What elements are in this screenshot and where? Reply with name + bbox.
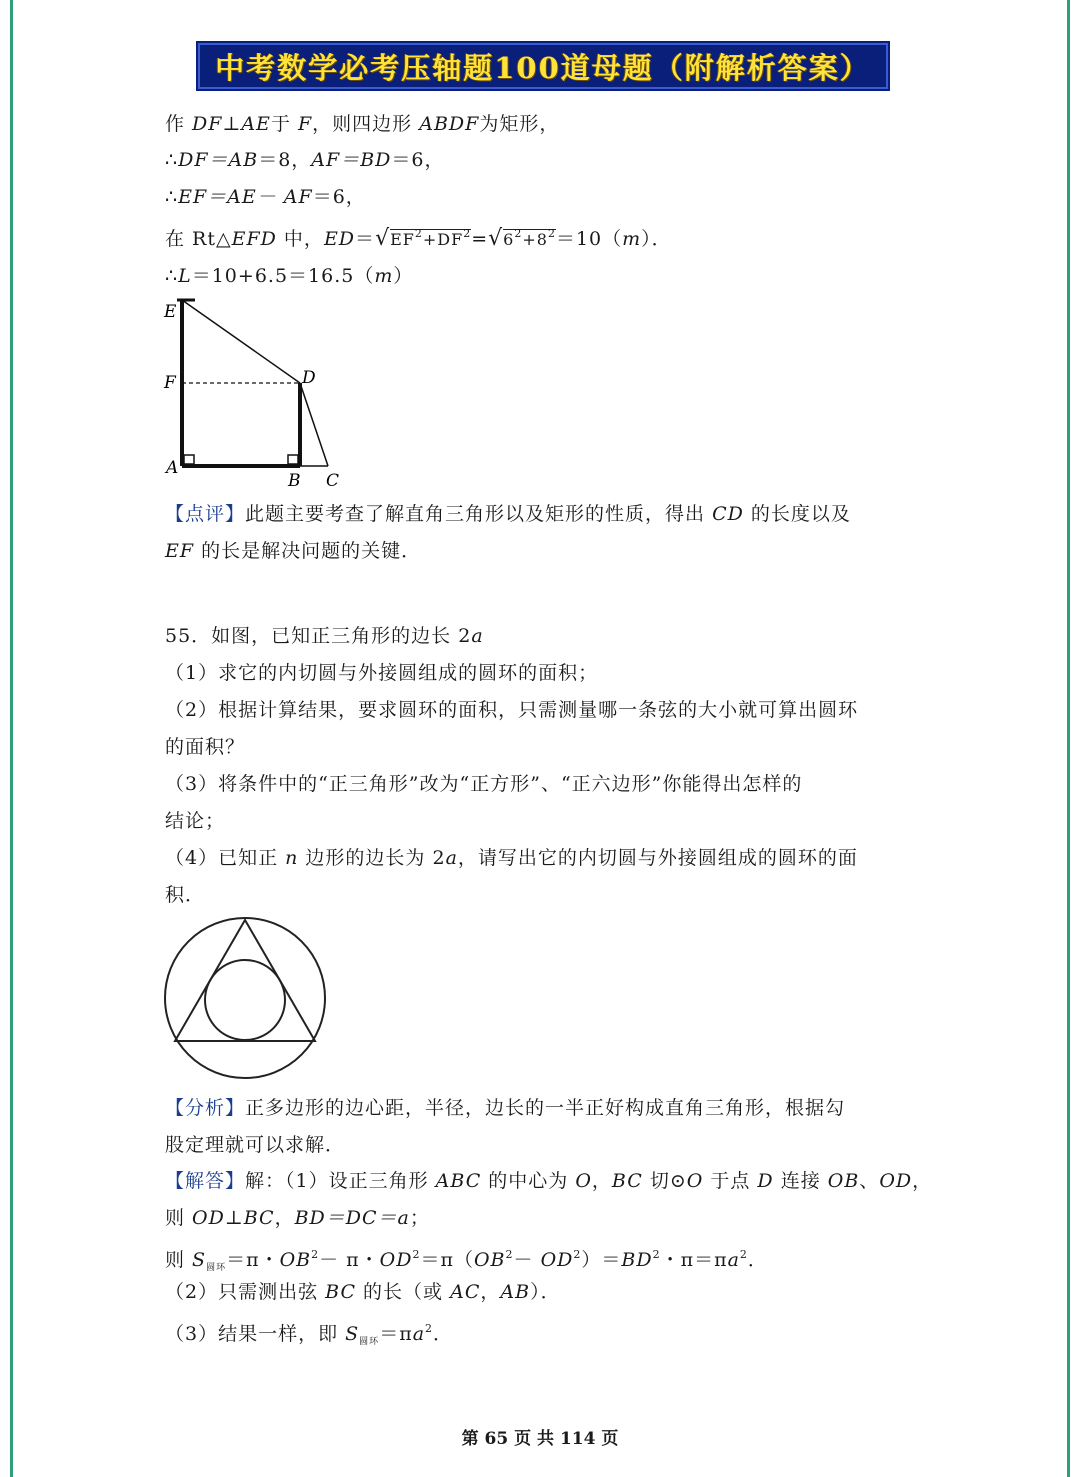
- page-border-left: [10, 0, 13, 1477]
- problem-55-part-4a: （4）已知正 n 边形的边长为 2a，请写出它的内切圆与外接圆组成的圆环的面: [165, 847, 858, 869]
- figure-rectangle-triangle: [160, 295, 360, 495]
- problem-55-part-2a: （2）根据计算结果，要求圆环的面积，只需测量哪一条弦的大小就可算出圆环: [165, 699, 859, 721]
- label-B: B: [288, 471, 301, 491]
- comment-line-2: EF 的长是解决问题的关键．: [165, 540, 422, 562]
- comment-tag: 【点评】: [165, 503, 246, 525]
- problem-55-part-4b: 积．: [165, 884, 206, 906]
- label-C: C: [326, 471, 340, 491]
- page-border-right: [1067, 0, 1070, 1477]
- problem-55-part-3a: （3）将条件中的“正三角形”改为“正方形”、“正六边形”你能得出怎样的: [165, 773, 803, 795]
- problem-55-statement: 55．如图，已知正三角形的边长 2a: [165, 625, 484, 647]
- analysis-tag: 【分析】: [165, 1097, 246, 1119]
- answer-line-1: 【解答】解：（1）设正三角形 ABC 的中心为 O，BC 切⊙O 于点 D 连接 OB、OD，: [165, 1170, 933, 1192]
- label-F: F: [164, 373, 176, 393]
- solution-line-1: 作 DF⊥AE于 F，则四边形 ABDF为矩形，: [165, 113, 560, 135]
- page-title: 中考数学必考压轴题100道母题（附解析答案）: [215, 50, 871, 85]
- answer-line-3: 则 $S_{圆环}=\pi$・$OB^2- \pi$・$OD^2=\pi(OB^2- OD^2)=BD^2$・$\pi=\pi a^2$．: [165, 1248, 768, 1273]
- comment-line-1: 【点评】此题主要考查了解直角三角形以及矩形的性质，得出 CD 的长度以及: [165, 503, 851, 525]
- problem-55-part-1: （1）求它的内切圆与外接圆组成的圆环的面积；: [165, 662, 599, 684]
- problem-55-part-2b: 的面积？: [165, 736, 246, 758]
- label-A: A: [166, 458, 179, 478]
- solution-line-5: ∴L＝10+6.5＝16.5（m）: [165, 265, 414, 287]
- label-E: E: [164, 302, 177, 322]
- page-footer: 第 65 页 共 114 页: [461, 1429, 619, 1449]
- figure-triangle-circles: [160, 918, 330, 1068]
- title-banner: [198, 43, 888, 89]
- answer-line-4: （2）只需测出弦 BC 的长（或 AC，AB）．: [165, 1281, 561, 1303]
- solution-line-4: 在 Rt△EFD 中，$ED=√EF^2+DF^2=√6^2+8^2=10(m)$．: [165, 226, 672, 251]
- answer-line-2: 则 OD⊥BC，BD＝DC＝a；: [165, 1207, 430, 1229]
- solution-line-3: ∴EF＝AE－ AF＝6，: [165, 186, 366, 208]
- analysis-line-1: 【分析】正多边形的边心距，半径，边长的一半正好构成直角三角形，根据勾: [165, 1097, 846, 1119]
- solution-line-2: ∴DF＝AB＝8，AF＝BD＝6，: [165, 149, 445, 171]
- answer-line-5: （3）结果一样，即 $S_{圆环}=\pi a^2$．: [165, 1322, 454, 1347]
- analysis-line-2: 股定理就可以求解．: [165, 1134, 346, 1156]
- answer-tag: 【解答】: [165, 1170, 246, 1192]
- problem-55-part-3b: 结论；: [165, 810, 226, 832]
- label-D: D: [302, 368, 316, 388]
